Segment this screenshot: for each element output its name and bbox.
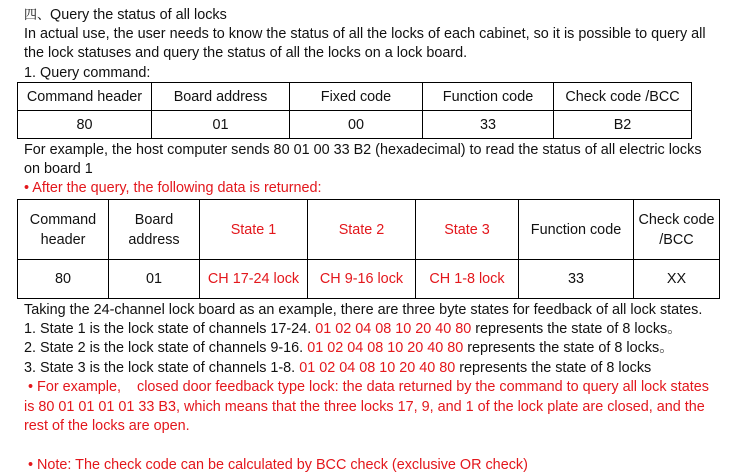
after-query-note: • After the query, the following data is returned: — [24, 180, 322, 196]
state1-value-cell: CH 17-24 lock — [200, 260, 308, 299]
state-line-1-codes: 01 02 04 08 10 20 40 80 — [315, 321, 472, 337]
state2-header-cell: State 2 — [308, 200, 416, 260]
example-red-line-2: is 80 01 01 01 01 33 B3, which means that the three locks 17, 9, and 1 of the lock plate are closed, and the — [24, 399, 705, 415]
state-line-3-codes: 01 02 04 08 10 20 40 80 — [299, 360, 456, 376]
state1-header-cell: State 1 — [200, 200, 308, 260]
resp-function-code-header-cell: Function code — [519, 200, 634, 260]
check-code-value-cell: B2 — [554, 111, 692, 139]
section-title: Query the status of all locks — [50, 7, 227, 23]
response-table — [17, 199, 720, 299]
intro-line-2: the lock statuses and query the status of all the locks on a lock board. — [24, 45, 468, 61]
resp-board-address-value-cell: 01 — [109, 260, 200, 299]
function-code-header-cell: Function code — [423, 83, 554, 111]
state2-value-cell: CH 9-16 lock — [308, 260, 416, 299]
resp-function-code-value-cell: 33 — [519, 260, 634, 299]
example-line-2: on board 1 — [24, 161, 93, 177]
section-heading — [24, 5, 227, 26]
fixed-code-header-cell: Fixed code — [290, 83, 423, 111]
state3-value-cell: CH 1-8 lock — [416, 260, 519, 299]
intro-line-1: In actual use, the user needs to know the status of all the locks of each cabinet, so it is possible to query all — [24, 26, 706, 42]
state-line-1 — [24, 319, 682, 339]
fixed-code-value-cell: 00 — [290, 111, 423, 139]
state-line-1-prefix: 1. State 1 is the lock state of channels 17-24. — [24, 321, 316, 337]
command-table — [17, 82, 692, 139]
function-code-value-cell: 33 — [423, 111, 554, 139]
taking-text: Taking the 24-channel lock board as an example, there are three byte states for feedback of all lock states. — [24, 302, 703, 318]
command-header-cell: Command header — [18, 83, 152, 111]
state-line-2-prefix: 2. State 2 is the lock state of channels 9-16. — [24, 340, 308, 356]
bcc-note: • Note: The check code can be calculated by BCC check (exclusive OR check) — [24, 457, 528, 473]
query-command-label: 1. Query command: — [24, 65, 151, 81]
resp-command-value-cell: 80 — [18, 260, 109, 299]
state3-header-cell: State 3 — [416, 200, 519, 260]
resp-check-code-value-cell: XX — [634, 260, 720, 299]
command-value-cell: 80 — [18, 111, 152, 139]
example-red-line-1: • For example, closed door feedback type lock: the data returned by the command to query all lock states — [24, 379, 709, 395]
section-number: 四、 — [24, 8, 51, 23]
state-line-2-codes: 01 02 04 08 10 20 40 80 — [307, 340, 464, 356]
state-line-2-suffix: represents the state of 8 locks。 — [463, 340, 674, 356]
board-address-header-cell: Board address — [152, 83, 290, 111]
resp-board-address-header-cell: Board address — [109, 200, 200, 260]
state-line-3-prefix: 3. State 3 is the lock state of channels 1-8. — [24, 360, 300, 376]
resp-command-header-cell: Command header — [18, 200, 109, 260]
state-line-2 — [24, 338, 674, 358]
resp-check-code-header-cell: Check code /BCC — [634, 200, 720, 260]
example-red-line-3: rest of the locks are open. — [24, 418, 190, 434]
state-line-3-suffix: represents the state of 8 locks — [455, 360, 652, 376]
board-address-value-cell: 01 — [152, 111, 290, 139]
state-line-3 — [24, 358, 651, 378]
check-code-header-cell: Check code /BCC — [554, 83, 692, 111]
state-line-1-suffix: represents the state of 8 locks。 — [471, 321, 682, 337]
example-line-1: For example, the host computer sends 80 01 00 33 B2 (hexadecimal) to read the status of all electric locks — [24, 142, 702, 158]
